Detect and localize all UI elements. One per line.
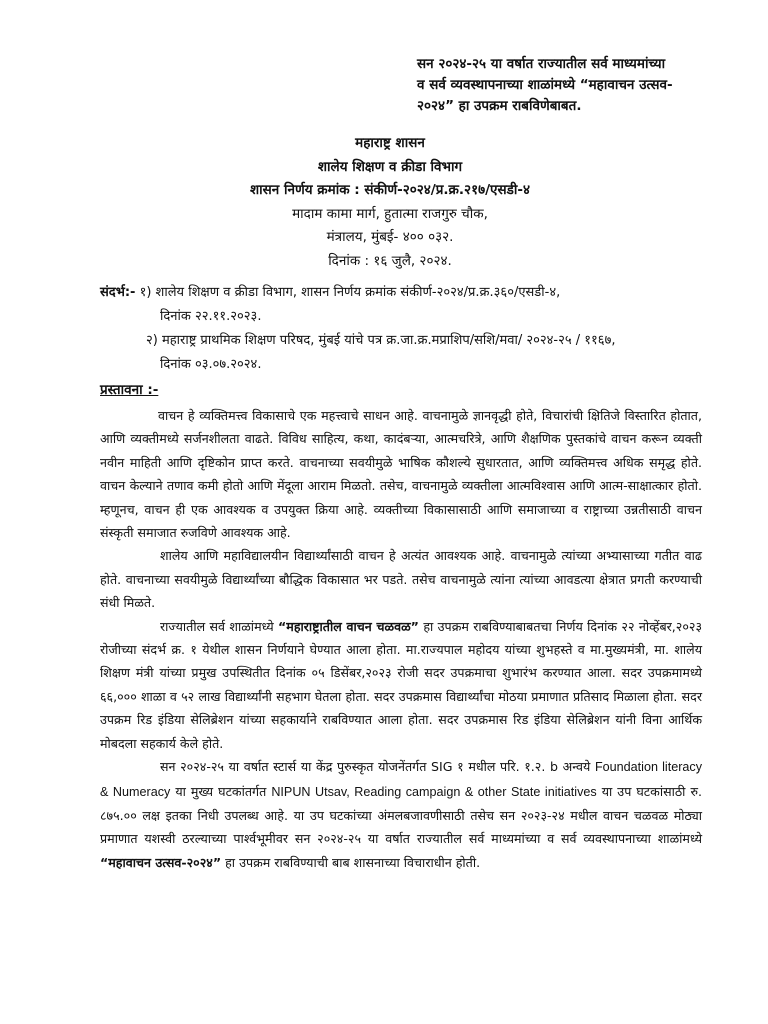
reference-1 xyxy=(100,281,720,305)
paragraph-4-latin-1: Foundation literacy & Numeracy xyxy=(100,760,702,799)
gr-number: शासन निर्णय क्रमांक : संकीर्ण-२०२४/प्र.क्र.२१७/एसडी-४ xyxy=(250,182,530,198)
paragraph-4-part-a: सन २०२४-२५ या वर्षात स्टार्स या केंद्र पुरुस्कृत योजनेंतर्गत SIG १ मधील परि. १.२. b अन्वये xyxy=(160,759,595,775)
reference-1-line-1: १) शालेय शिक्षण व क्रीडा विभाग, शासन निर्णय क्रमांक संकीर्ण-२०२४/प्र.क्र.३६०/एसडी-४, xyxy=(135,285,561,300)
paragraph-3-part-b: हा उपक्रम राबविण्याबाबतचा निर्णय दिनांक २२ नोव्हेंबर,२०२३ रोजीच्या संदर्भ क्र. १ येथील शासन निर्णयाने घेण्यात आला होता. मा.राज्यपाल महोदय यांच्या शुभहस्ते व मा.मुख्यमंत्री, मा. शालेय शिक्षण मंत्री यांच्या प्रमुख उपस्थितीत दिनांक ०५ डिसेंबर,२०२३ रोजी सदर उपक्रमाचा शुभारंभ करण्यात आला. सदर उपक्रमामध्ये ६६,००० शाळा व ५२ लाख विद्यार्थ्यांनी सहभाग घेतला होता. सदर उपक्रमास विद्यार्थ्यांचा मोठया प्रमाणात प्रतिसाद मिळाला होता. सदर उपक्रम रिड इंडिया सेलिब्रेशन यांच्या सहकार्याने राबविण्यात आला होता. सदर उपक्रमास रिड इंडिया सेलिब्रेशन यांनी विना आर्थिक मोबदला सहकार्य केले होते. xyxy=(100,618,702,751)
issue-date: दिनांक : १६ जुलै, २०२४. xyxy=(328,252,452,269)
address-line-2: मंत्रालय, मुंबई- ४०० ०३२. xyxy=(326,229,454,245)
department-name: शालेय शिक्षण व क्रीडा विभाग xyxy=(317,158,463,175)
reference-1-date: दिनांक २२.११.२०२३. xyxy=(160,309,262,324)
reference-2-line-1: २) महाराष्ट्र प्राथमिक शिक्षण परिषद, मुंबई यांचे पत्र क्र.जा.क्र.मप्राशिप/सशि/मवा/ २०२४-२५ / ११६७, xyxy=(146,333,616,348)
subject-line-3: २०२४” हा उपक्रम राबविणेबाबत. xyxy=(417,98,582,114)
subject-line-1: सन २०२४-२५ या वर्षात राज्यातील सर्व माध्यमांच्या xyxy=(417,56,666,72)
references-block xyxy=(100,281,720,377)
preamble-heading: प्रस्तावना :- xyxy=(100,382,159,398)
vachan-chalval-name: “महाराष्ट्रातील वाचन चळवळ” xyxy=(278,618,419,634)
paragraph-4-part-b: या मुख्य घटकांतर्गत xyxy=(170,783,272,799)
address-line-1: मादाम कामा मार्ग, हुतात्मा राजगुरु चौक, xyxy=(292,205,488,222)
preamble-body xyxy=(100,404,702,874)
references-label: संदर्भ:- xyxy=(100,285,136,300)
paragraph-4-part-d: हा उपक्रम राबविण्याची बाब शासनाच्या विचाराधीन होती. xyxy=(221,854,481,870)
paragraph-3 xyxy=(100,615,702,755)
paragraph-1: वाचन हे व्यक्तिमत्त्व विकासाचे एक महत्त्वाचे साधन आहे. वाचनामुळे ज्ञानवृद्धी होते, विचारांची क्षितिजे विस्तारित होतात, आणि व्यक्तीमध्ये सर्जनशीलता वाढते. विविध साहित्य, कथा, कादंबऱ्या, आत्मचरित्रे, आणि शैक्षणिक पुस्तकांचे वाचन करून व्यक्ती नवीन माहिती आणि दृष्टिकोन प्राप्त करते. वाचनाच्या सवयीमुळे भाषिक कौशल्ये सुधारतात, आणि व्यक्तिमत्त्व अधिक समृद्ध होते. वाचन केल्याने तणाव कमी होतो आणि मेंदूला आराम मिळतो. तसेच, वाचनामुळे व्यक्तीला आत्मविश्वास आणि आत्म-साक्षात्कार होतो. म्हणूनच, वाचन ही एक आवश्यक व उपयुक्त क्रिया आहे. व्यक्तीच्या विकासासाठी आणि समाजाच्या व राष्ट्राच्या उन्नतीसाठी वाचन संस्कृती समाजात रुजविणे आवश्यक आहे. xyxy=(100,408,702,541)
paragraph-2: शालेय आणि महाविद्यालयीन विद्यार्थ्यांसाठी वाचन हे अत्यंत आवश्यक आहे. वाचनामुळे त्यांच्या अभ्यासाच्या गतीत वाढ होते. वाचनाच्या सवयीमुळे विद्यार्थ्यांच्या बौद्धिक विकासात भर पडते. तसेच वाचनामुळे त्यांना त्यांच्या आवडत्या क्षेत्रात प्रगती करण्याची संधी मिळते. xyxy=(100,548,702,611)
government-name: महाराष्ट्र शासन xyxy=(355,135,425,151)
paragraph-4 xyxy=(100,755,702,874)
mahavachan-utsav-name: “महावाचन उत्सव-२०२४” xyxy=(100,854,222,870)
subject-block xyxy=(417,54,717,117)
subject-line-2: व सर्व व्यवस्थापनाच्या शाळांमध्ये “महावाचन उत्सव- xyxy=(417,77,673,93)
paragraph-4-latin-2: NIPUN Utsav, Reading campaign & other State initiatives xyxy=(271,784,597,799)
paragraph-3-part-a: राज्यातील सर्व शाळांमध्ये xyxy=(160,618,279,634)
paragraph-4-part-c: या उप घटकांसाठी रु. ८७५.०० लक्ष इतका निधी उपलब्ध आहे. या उप घटकांच्या अंमलबजावणीसाठी तसेच सन २०२३-२४ मधील वाचन चळवळ मोठ्या प्रमाणात यशस्वी ठरल्याच्या पार्श्वभूमीवर सन २०२४-२५ या वर्षात राज्यातील सर्व माध्यमांच्या व सर्व व्यवस्थापनाच्या शाळांमध्ये xyxy=(100,783,702,847)
letterhead xyxy=(240,132,540,273)
reference-2-date: दिनांक ०३.०७.२०२४. xyxy=(160,357,262,372)
